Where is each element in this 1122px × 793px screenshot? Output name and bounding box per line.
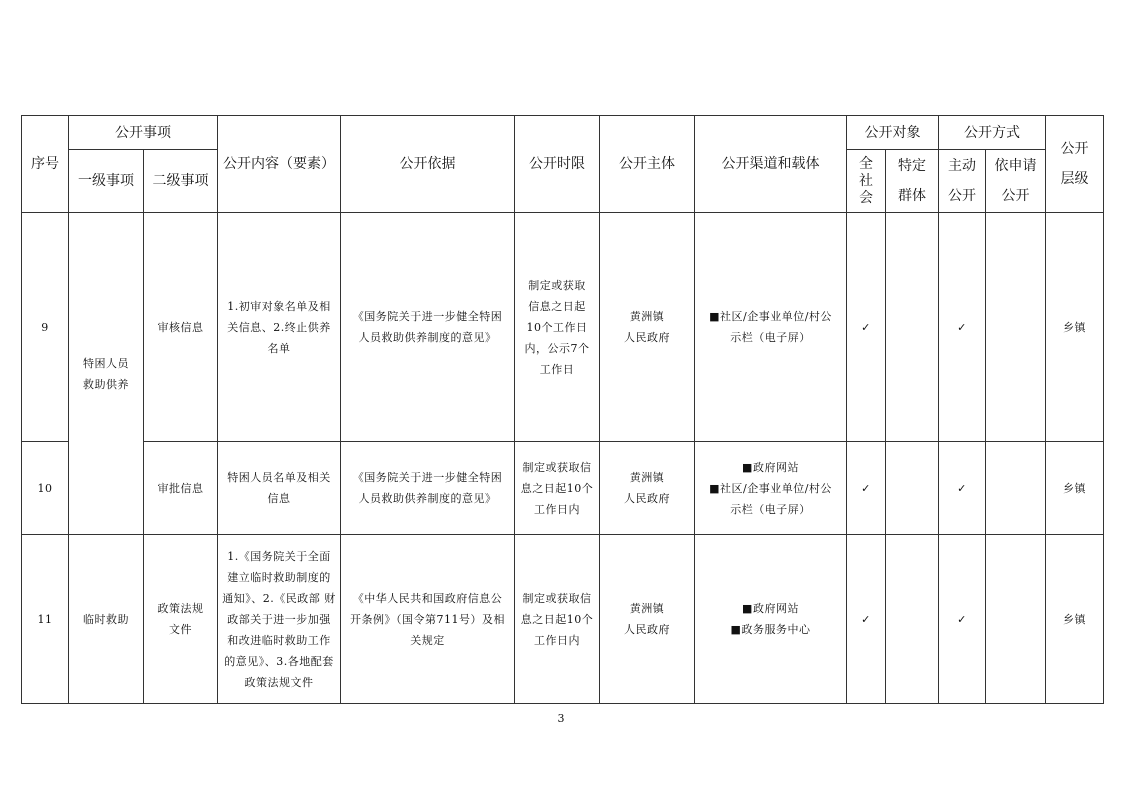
page-number: 3: [557, 712, 565, 725]
row-time-limit-line: 息之日起10个: [520, 612, 594, 626]
group-label-line: 临时救助: [83, 612, 129, 626]
row-seq: 11: [22, 535, 69, 704]
row-content-line: 关信息、2.终止供养: [227, 320, 331, 334]
row-time-limit: [515, 213, 600, 442]
row-channel-line: ■政务服务中心: [730, 623, 811, 636]
table-row: [22, 535, 1104, 704]
row-level2-line: 审批信息: [157, 481, 204, 495]
row-content: [218, 213, 341, 442]
check-all: ✓: [847, 442, 886, 535]
row-basis-line: 人员救助供养制度的意见》: [358, 331, 497, 344]
group-level1: [69, 213, 144, 535]
check-active: ✓: [939, 213, 986, 442]
row-content: [218, 442, 341, 535]
row-channel: [695, 535, 847, 704]
row-channel-line: ■政府网站: [742, 460, 799, 474]
row-level2: [144, 442, 218, 535]
header-target-specific: [886, 150, 939, 213]
header-level1: 一级事项: [69, 150, 144, 213]
row-channel-line: ■社区/企事业单位/村公: [709, 310, 832, 323]
row-content-line: 政策法规文件: [244, 675, 314, 689]
check-active: ✓: [939, 535, 986, 704]
row-content-line: 通知》、2.《民政部 财: [222, 591, 336, 605]
row-time-limit-line: 10个工作日: [526, 320, 588, 334]
row-time-limit-line: 工作日内: [534, 633, 580, 647]
row-time-limit: [515, 535, 600, 704]
row-level2-line: 政策法规: [157, 602, 204, 615]
header-level-line: 公开: [1060, 141, 1089, 157]
row-time-limit-line: 制定或获取信: [522, 460, 592, 474]
header-basis: 公开依据: [341, 116, 515, 213]
header-level2: 二级事项: [144, 150, 218, 213]
header-content: 公开内容（要素）: [218, 116, 341, 213]
row-level: 乡镇: [1046, 442, 1104, 535]
header-method-request: [986, 150, 1046, 213]
row-level: 乡镇: [1046, 213, 1104, 442]
header-target-all-char: 社: [859, 172, 873, 189]
row-basis: [341, 213, 515, 442]
header-target-all-char: 全: [859, 155, 873, 172]
row-content-line: 政部关于进一步加强: [227, 612, 331, 626]
header-channel: 公开渠道和载体: [695, 116, 847, 213]
header-time-limit: 公开时限: [515, 116, 600, 213]
header-method-active-line: 公开: [948, 188, 976, 204]
row-basis-line: 关规定: [410, 633, 445, 647]
row-basis-line: 《国务院关于进一步健全特困: [352, 471, 503, 484]
row-basis: [341, 442, 515, 535]
check-all: ✓: [847, 535, 886, 704]
row-channel-line: 示栏（电子屏）: [730, 331, 811, 344]
group-label-line: 特困人员: [83, 356, 129, 370]
header-level-line: 层级: [1060, 171, 1089, 187]
row-subject-line: 人民政府: [624, 331, 670, 344]
header-target-all-char: 会: [859, 189, 873, 206]
row-seq: 10: [22, 442, 69, 535]
header-level: [1046, 116, 1104, 213]
row-time-limit-line: 制定或获取信: [522, 591, 592, 605]
check-request: [986, 535, 1046, 704]
row-content-line: 建立临时救助制度的: [227, 570, 331, 584]
row-time-limit-line: 工作日内: [534, 502, 580, 516]
row-content: [218, 535, 341, 704]
row-basis-line: 《中华人民共和国政府信息公: [352, 591, 503, 605]
row-basis-line: 人员救助供养制度的意见》: [358, 492, 497, 505]
row-time-limit-line: 息之日起10个: [520, 481, 594, 495]
header-method-request-line: 公开: [1001, 188, 1030, 204]
row-content-line: 特困人员名单及相关: [227, 471, 331, 484]
row-time-limit-line: 制定或获取: [528, 278, 586, 292]
row-channel-line: ■社区/企事业单位/村公: [709, 481, 832, 495]
header-target-specific-line: 群体: [898, 188, 926, 204]
header-target-group: 公开对象: [847, 116, 939, 150]
row-content-line: 的意见》、3.各地配套: [224, 654, 334, 668]
group-label-line: 救助供养: [83, 377, 129, 391]
row-channel: [695, 213, 847, 442]
row-seq: 9: [22, 213, 69, 442]
header-items-group: 公开事项: [69, 116, 218, 150]
check-specific: [886, 442, 939, 535]
table-row: [22, 213, 1104, 442]
row-level2-line: 审核信息: [157, 320, 204, 334]
header-target-specific-line: 特定: [898, 158, 926, 174]
header-seq: 序号: [22, 116, 69, 213]
row-basis-line: 《国务院关于进一步健全特困: [352, 310, 503, 323]
row-content-line: 1.初审对象名单及相: [227, 299, 331, 313]
row-basis: [341, 535, 515, 704]
row-content-line: 信息: [267, 492, 291, 505]
row-content-line: 名单: [267, 341, 291, 355]
row-level2: [144, 213, 218, 442]
row-subject-line: 人民政府: [624, 623, 670, 636]
row-level: 乡镇: [1046, 535, 1104, 704]
check-request: [986, 213, 1046, 442]
header-subject: 公开主体: [600, 116, 695, 213]
row-subject-line: 黄洲镇: [629, 310, 665, 323]
check-all: ✓: [847, 213, 886, 442]
row-level2: [144, 535, 218, 704]
table-row: [22, 442, 1104, 535]
check-request: [986, 442, 1046, 535]
row-subject-line: 黄洲镇: [629, 471, 665, 484]
header-method-request-line: 依申请: [994, 158, 1037, 174]
header-method-active: [939, 150, 986, 213]
disclosure-table: [21, 115, 1104, 704]
row-content-line: 1.《国务院关于全面: [227, 549, 331, 563]
row-content-line: 和改进临时救助工作: [227, 633, 331, 647]
row-subject: [600, 442, 695, 535]
row-channel: [695, 442, 847, 535]
row-subject-line: 黄洲镇: [629, 602, 665, 615]
header-method-group: 公开方式: [939, 116, 1046, 150]
row-channel-line: 示栏（电子屏）: [730, 502, 811, 516]
header-target-all: [847, 150, 886, 213]
row-channel-line: ■政府网站: [742, 602, 799, 615]
row-subject: [600, 213, 695, 442]
check-specific: [886, 213, 939, 442]
check-specific: [886, 535, 939, 704]
row-time-limit-line: 信息之日起: [528, 299, 586, 313]
check-active: ✓: [939, 442, 986, 535]
row-subject-line: 人民政府: [624, 492, 670, 505]
group-level1: [69, 535, 144, 704]
row-basis-line: 开条例》（国令第711号）及相: [350, 612, 505, 626]
row-level2-line: 文件: [169, 623, 192, 636]
header-method-active-line: 主动: [948, 158, 976, 174]
row-time-limit: [515, 442, 600, 535]
row-time-limit-line: 内，公示7个: [524, 341, 590, 355]
row-subject: [600, 535, 695, 704]
row-time-limit-line: 工作日: [539, 362, 575, 376]
